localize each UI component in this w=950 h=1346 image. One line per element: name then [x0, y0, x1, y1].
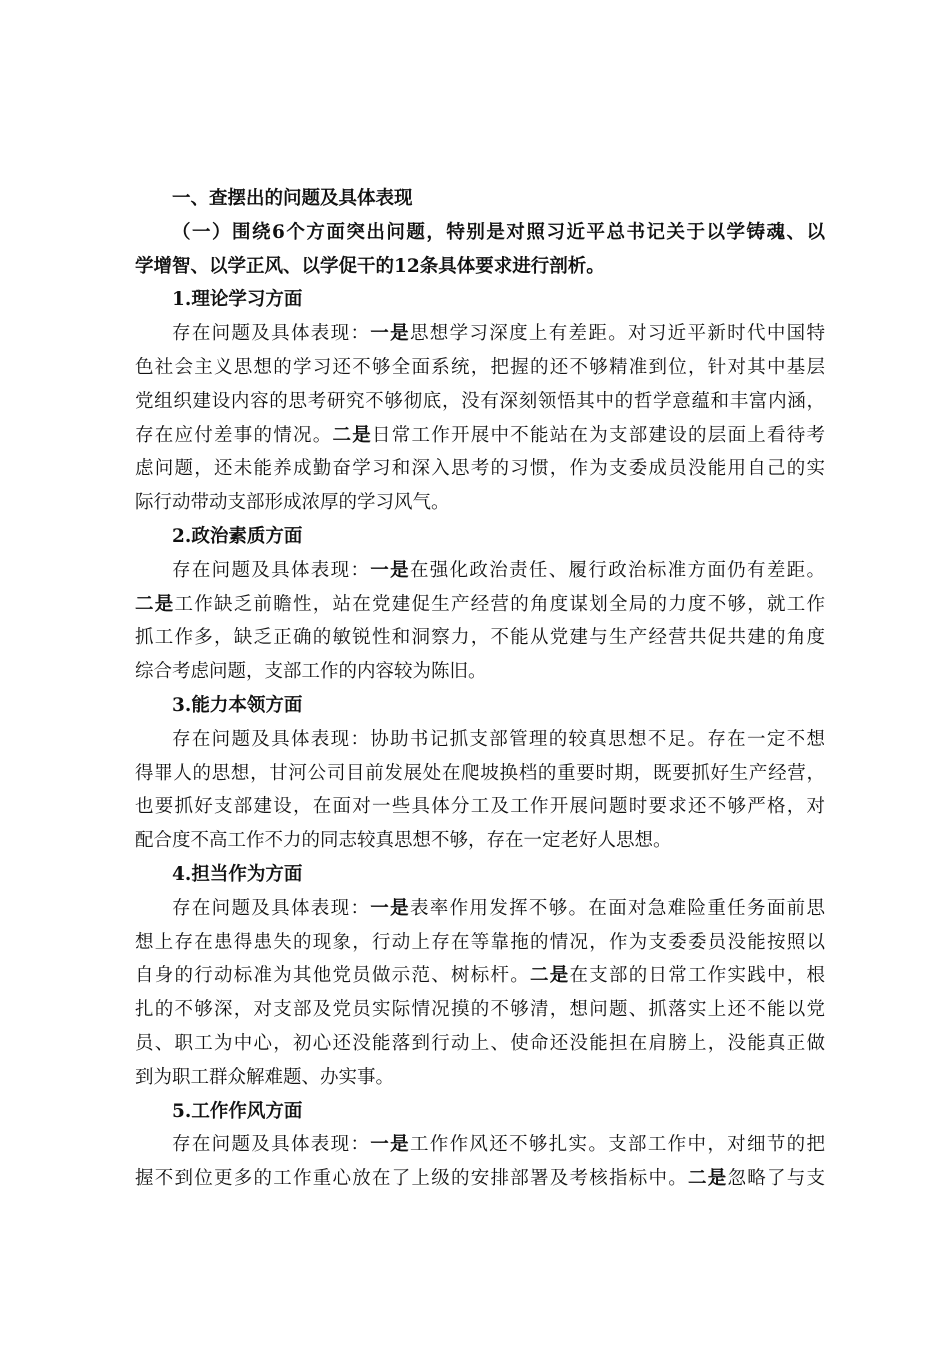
subsection-heading-line1: （一）围绕6个方面突出问题，特别是对照习近平总书记关于以学铸魂、以 [172, 221, 825, 243]
item-1-paragraph-line [135, 419, 825, 453]
section-heading: 一、查摆出的问题及具体表现 [172, 188, 413, 209]
item-5-title: 5.工作作风方面 [172, 1100, 303, 1122]
prefix-label: 存在问题及具体表现： [172, 897, 371, 919]
item-2-text: 在强化政治责任、履行政治标准方面仍有差距。 [409, 559, 825, 581]
prefix-label: 存在问题及具体表现： [172, 1134, 371, 1156]
prefix-label: 存在问题及具体表现： [172, 323, 371, 345]
item-5-text: 握不到位更多的工作重心放在了上级的安排部署及考核指标中。 [135, 1168, 688, 1190]
subsection-heading-line2: 学增智、以学正风、以学促干的12条具体要求进行剖析。 [135, 255, 605, 277]
item-5-paragraph-line [135, 1162, 825, 1196]
item-4-title: 4.担当作为方面 [172, 863, 303, 885]
prefix-label: 存在问题及具体表现： [172, 728, 371, 750]
item-3-paragraph-line: 也要抓好支部建设，在面对一些具体分工及工作开展问题时要求还不够严格，对 [135, 796, 825, 818]
item-3-paragraph-line [135, 723, 825, 757]
item-1-title: 1.理论学习方面 [172, 289, 303, 311]
item-1-paragraph-line [135, 317, 825, 351]
item-1-text: 思想学习深度上有差距。对习近平新时代中国特 [409, 323, 825, 345]
item-4-paragraph-line [135, 959, 825, 993]
second-point-marker: 二是 [332, 424, 372, 446]
item-2-paragraph-line [135, 554, 825, 588]
item-3-text: 协助书记抓支部管理的较真思想不足。存在一定不想 [370, 728, 825, 750]
item-4-paragraph-line [135, 892, 825, 926]
item-4-paragraph-line: 员、职工为中心，初心还没能落到行动上、使命还没能担在肩膀上，没能真正做 [135, 1032, 825, 1054]
item-2-paragraph-line: 综合考虑问题，支部工作的内容较为陈旧。 [135, 661, 487, 683]
item-5-text: 工作作风还不够扎实。支部工作中，对细节的把 [409, 1134, 825, 1156]
item-4-paragraph-line: 到为职工群众解难题、办实事。 [135, 1066, 395, 1088]
second-point-marker: 二是 [687, 1168, 728, 1190]
second-point-marker: 二是 [135, 593, 175, 615]
first-point-marker: 一是 [370, 559, 410, 581]
item-2-text: 工作缺乏前瞻性，站在党建促生产经营的角度谋划全局的力度不够，就工作 [174, 593, 825, 615]
prefix-label: 存在问题及具体表现： [172, 559, 371, 581]
item-1-paragraph-line: 色社会主义思想的学习还不够全面系统，把握的还不够精准到位，针对其中基层 [135, 356, 825, 378]
first-point-marker: 一是 [370, 1134, 410, 1156]
item-1-paragraph-line: 党组织建设内容的思考研究不够彻底，没有深刻领悟其中的哲学意蕴和丰富内涵， [135, 390, 825, 412]
item-4-text: 表率作用发挥不够。在面对急难险重任务面前思 [409, 897, 825, 919]
item-1-paragraph-line: 际行动带动支部形成浓厚的学习风气。 [135, 492, 450, 514]
item-3-paragraph-line: 得罪人的思想，甘河公司目前发展处在爬坡换档的重要时期，既要抓好生产经营， [135, 762, 825, 784]
item-1-text: 存在应付差事的情况。 [135, 424, 333, 446]
item-5-text: 忽略了与支 [727, 1168, 825, 1190]
item-4-paragraph-line: 扎的不够深，对支部及党员实际情况摸的不够清，想问题、抓落实上还不能以党 [135, 999, 825, 1021]
item-3-paragraph-line: 配合度不高工作不力的同志较真思想不够，存在一定老好人思想。 [135, 830, 672, 852]
item-2-title: 2.政治素质方面 [172, 525, 303, 547]
second-point-marker: 二是 [529, 965, 570, 987]
item-4-paragraph-line: 想上存在患得患失的现象，行动上存在等靠拖的情况，作为支委委员没能按照以 [135, 931, 825, 953]
item-4-text: 自身的行动标准为其他党员做示范、树标杆。 [135, 965, 530, 987]
item-1-paragraph-line: 虑问题，还未能养成勤奋学习和深入思考的习惯，作为支委成员没能用自己的实 [135, 458, 825, 480]
item-5-paragraph-line [135, 1128, 825, 1162]
first-point-marker: 一是 [370, 897, 410, 919]
item-2-paragraph-line [135, 588, 825, 622]
item-3-title: 3.能力本领方面 [172, 694, 303, 716]
document-page [135, 182, 825, 1196]
item-4-text: 在支部的日常工作实践中，根 [569, 965, 825, 987]
item-2-paragraph-line: 抓工作多，缺乏正确的敏锐性和洞察力，不能从党建与生产经营共促共建的角度 [135, 627, 825, 649]
item-1-text: 日常工作开展中不能站在为支部建设的层面上看待考 [372, 424, 825, 446]
first-point-marker: 一是 [370, 323, 410, 345]
